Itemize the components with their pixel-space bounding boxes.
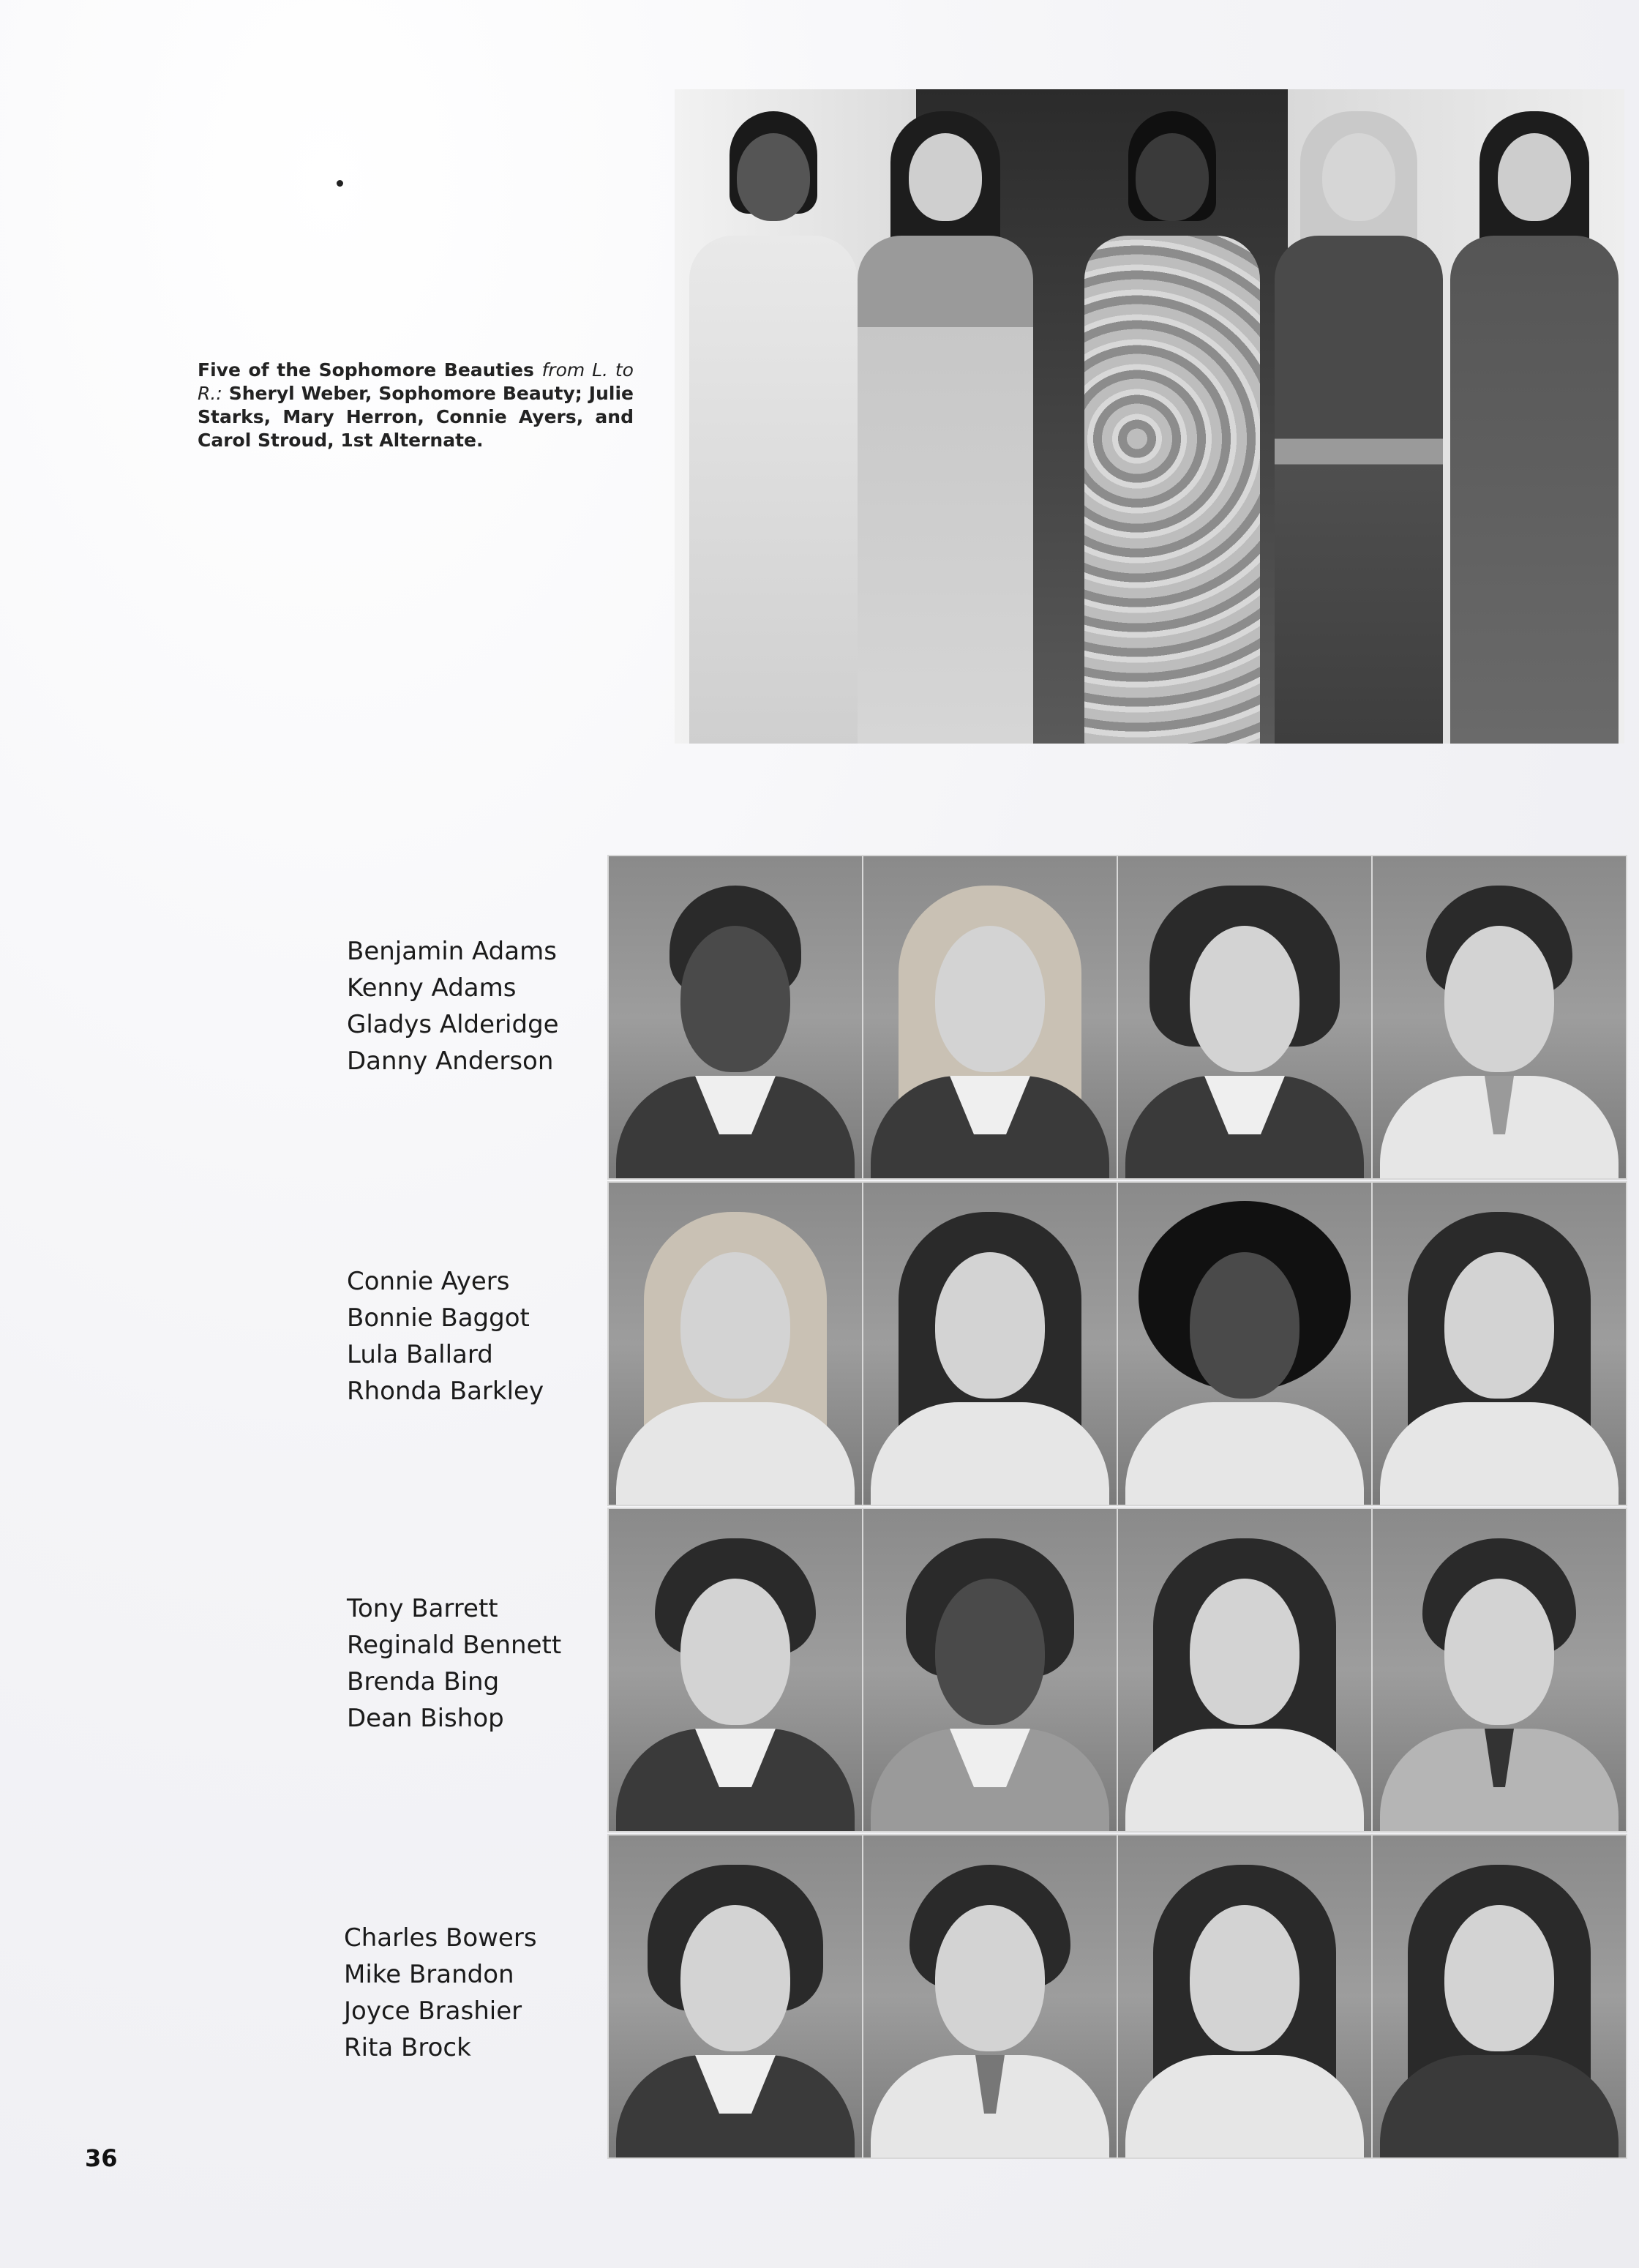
portrait-row-4 — [607, 1834, 1624, 2160]
portrait-photo — [862, 1181, 1118, 1506]
photo-figure-2 — [858, 89, 1033, 744]
portrait-photo — [1117, 1181, 1373, 1506]
student-name: Mike Brandon — [344, 1960, 514, 1989]
portrait-photo — [1117, 1834, 1373, 2159]
student-name: Kenny Adams — [347, 973, 517, 1003]
student-name: Rita Brock — [344, 2033, 471, 2062]
caption-direction: from L. to R.: — [198, 359, 634, 404]
student-name: Dean Bishop — [347, 1704, 504, 1733]
name-list-row-4 — [344, 1920, 537, 2066]
portrait-photo — [1371, 855, 1627, 1180]
photo-figure-3 — [1084, 89, 1260, 744]
group-photo-sophomore-beauties — [675, 89, 1624, 744]
portrait-photo — [862, 855, 1118, 1180]
student-name: Danny Anderson — [347, 1047, 554, 1076]
student-name: Benjamin Adams — [347, 937, 557, 966]
portrait-photo — [1117, 855, 1373, 1180]
portrait-photo — [607, 1834, 863, 2159]
page-number: 36 — [85, 2144, 118, 2172]
name-list-row-3 — [347, 1590, 561, 1737]
portrait-grid — [607, 855, 1624, 2160]
caption-rest: Sheryl Weber, Sophomore Beauty; Julie Starks, Mary Herron, Connie Ayers, and Carol Stroud, 1st Alternate. — [198, 383, 634, 451]
name-list-row-2 — [347, 1263, 544, 1410]
caption-lead: Five of the Sophomore Beauties — [198, 359, 534, 381]
portrait-photo — [862, 1508, 1118, 1833]
portrait-row-3 — [607, 1508, 1624, 1834]
portrait-photo — [1371, 1508, 1627, 1833]
portrait-photo — [862, 1834, 1118, 2159]
student-name: Gladys Alderidge — [347, 1010, 559, 1039]
student-name: Joyce Brashier — [344, 1996, 522, 2026]
student-name: Connie Ayers — [347, 1267, 510, 1296]
student-name: Lula Ballard — [347, 1340, 493, 1369]
photo-figure-5 — [1450, 89, 1619, 744]
print-speck — [337, 180, 343, 187]
portrait-photo — [607, 855, 863, 1180]
photo-figure-4 — [1275, 89, 1443, 744]
portrait-row-2 — [607, 1181, 1624, 1508]
portrait-photo — [1371, 1834, 1627, 2159]
student-name: Brenda Bing — [347, 1667, 500, 1696]
name-list-row-1 — [347, 933, 559, 1079]
portrait-photo — [607, 1181, 863, 1506]
portrait-photo — [607, 1508, 863, 1833]
portrait-photo — [1371, 1181, 1627, 1506]
portrait-row-1 — [607, 855, 1624, 1181]
photo-figure-1 — [689, 89, 858, 744]
student-name: Charles Bowers — [344, 1923, 537, 1953]
student-name: Tony Barrett — [347, 1594, 498, 1623]
student-name: Rhonda Barkley — [347, 1377, 544, 1406]
student-name: Reginald Bennett — [347, 1631, 562, 1660]
portrait-photo — [1117, 1508, 1373, 1833]
student-name: Bonnie Baggot — [347, 1303, 530, 1333]
group-photo-caption — [198, 359, 634, 452]
